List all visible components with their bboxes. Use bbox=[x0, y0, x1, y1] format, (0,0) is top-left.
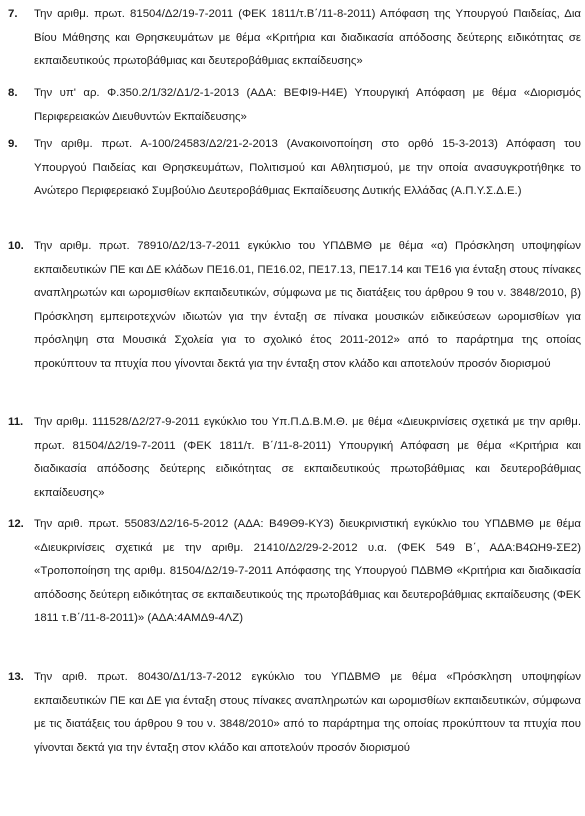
item-number: 9. bbox=[8, 138, 18, 150]
list-item bbox=[8, 133, 581, 235]
item-text: Την υπ' αρ. Φ.350.2/1/32/Δ1/2-1-2013 (ΑΔΑ: ΒΕΦΙ9-Η4Ε) Υπουργική Απόφαση με θέμα «Διορισμός Περιφερειακών Διευθυντών Εκπαίδευσης» bbox=[34, 87, 581, 123]
item-number: 13. bbox=[8, 671, 24, 683]
item-text: Την αριθμ. πρωτ. 78910/Δ2/13-7-2011 εγκύκλιο του ΥΠΔΒΜΘ με θέμα «α) Πρόσκληση υποψηφίων εκπαιδευτικών ΠΕ και ΔΕ κλάδων ΠΕ16.01, ΠΕ16.02, ΠΕ17.13, ΠΕ17.14 και ΤΕ16 για ένταξη στους πίνακες αναπληρωτών και ωρομισθίων εκπαιδευτικών, σύμφωνα με τις διατάξεις του άρθρου 9 του ν. 3848/2010, β) Πρόσκληση εμπειροτεχνών ιδιωτών για την ένταξη σε πίνακα μουσικών ειδικεύσεων ωρομισθίων για πρόσληψη στα Μουσικά Σχολεία για το σχολικό έτος 2011-2012» από το παράρτημα της οποίας προκύπτουν τα πτυχία που γίνονται δεκτά για την ένταξη στον κλάδο και αποτελούν προσόν διορισμού bbox=[34, 240, 581, 370]
list-item bbox=[8, 235, 581, 411]
list-item bbox=[8, 82, 581, 133]
list-item bbox=[8, 411, 581, 513]
item-text: Την αριθ. πρωτ. 55083/Δ2/16-5-2012 (ΑΔΑ: Β49Θ9-ΚΥ3) διευκρινιστική εγκύκλιο του ΥΠΔΒΜΘ με θέμα «Διευκρινίσεις σχετικά με την αριθμ. 21410/Δ2/29-2-2012 υ.α. (ΦΕΚ 549 Β΄, ΑΔΑ:Β4ΩΗ9-ΣΕ2) «Τροποποίηση της αριθμ. 81504/Δ2/19-7-2011 Απόφασης της Υπουργού ΠΔΒΜΘ «Κριτήρια και διαδικασία απόδοσης δεύτερη ειδικότητας σε εκπαιδευτικούς της πρωτοβάθμιας και δευτεροβάθμιας εκπαίδευσης (ΦΕΚ 1811 τ.Β΄/11-8-2011)» (ΑΔΑ:4ΑΜΔ9-4ΛΖ) bbox=[34, 518, 581, 624]
item-text: Την αριθ. πρωτ. 80430/Δ1/13-7-2012 εγκύκλιο του ΥΠΔΒΜΘ με θέμα «Πρόσκληση υποψηφίων εκπαιδευτικών ΠΕ και ΔΕ για ένταξη στους πίνακες αναπληρωτών και ωρομισθίων εκπαιδευτικών, σύμφωνα με τις διατάξεις του άρθρου 9 του ν. 3848/2010» από το παράρτημα της οποίας προκύπτουν τα πτυχία που γίνονται δεκτά για την ένταξη στον κλάδο και αποτελούν προσόν διορισμού bbox=[34, 671, 581, 754]
item-number: 12. bbox=[8, 518, 24, 530]
item-text: Την αριθμ. πρωτ. 81504/Δ2/19-7-2011 (ΦΕΚ 1811/τ.Β΄/11-8-2011) Απόφαση της Υπουργού Παιδείας, Δια Βίου Μάθησης και Θρησκευμάτων με θέμα «Κριτήρια και διαδικασία απόδοσης δεύτερης ειδικότητας σε εκπαιδευτικούς πρωτοβάθμιας και δευτεροβάθμιας εκπαίδευσης» bbox=[34, 8, 581, 67]
item-number: 10. bbox=[8, 240, 24, 252]
item-text: Την αριθμ. 111528/Δ2/27-9-2011 εγκύκλιο του Υπ.Π.Δ.Β.Μ.Θ. με θέμα «Διευκρινίσεις σχετικά με την αριθμ. πρωτ. 81504/Δ2/19-7-2011 (ΦΕΚ 1811/τ. Β΄/11-8-2011) Υπουργική Απόφαση με θέμα «Κριτήρια και διαδικασία απόδοσης δεύτερης ειδικότητας σε εκπαιδευτικούς πρωτοβάθμιας και δευτεροβάθμιας εκπαίδευσης» bbox=[34, 416, 581, 499]
item-number: 7. bbox=[8, 8, 18, 20]
list-item bbox=[8, 3, 581, 82]
item-number: 11. bbox=[8, 416, 24, 428]
list-item bbox=[8, 513, 581, 666]
item-number: 8. bbox=[8, 87, 18, 99]
item-text: Την αριθμ. πρωτ. Α-100/24583/Δ2/21-2-2013 (Ανακοινοποίηση στο ορθό 15-3-2013) Απόφαση του Υπουργού Παιδείας και Θρησκευμάτων, Πολιτισμού και Αθλητισμού, με την οποία ανασυγκροτήθηκε το Ανώτερο Περιφερειακό Συμβούλιο Δευτεροβάθμιας Εκπαίδευσης Δυτικής Ελλάδας (Α.Π.Υ.Σ.Δ.Ε.) bbox=[34, 138, 581, 197]
list-item bbox=[8, 666, 581, 786]
